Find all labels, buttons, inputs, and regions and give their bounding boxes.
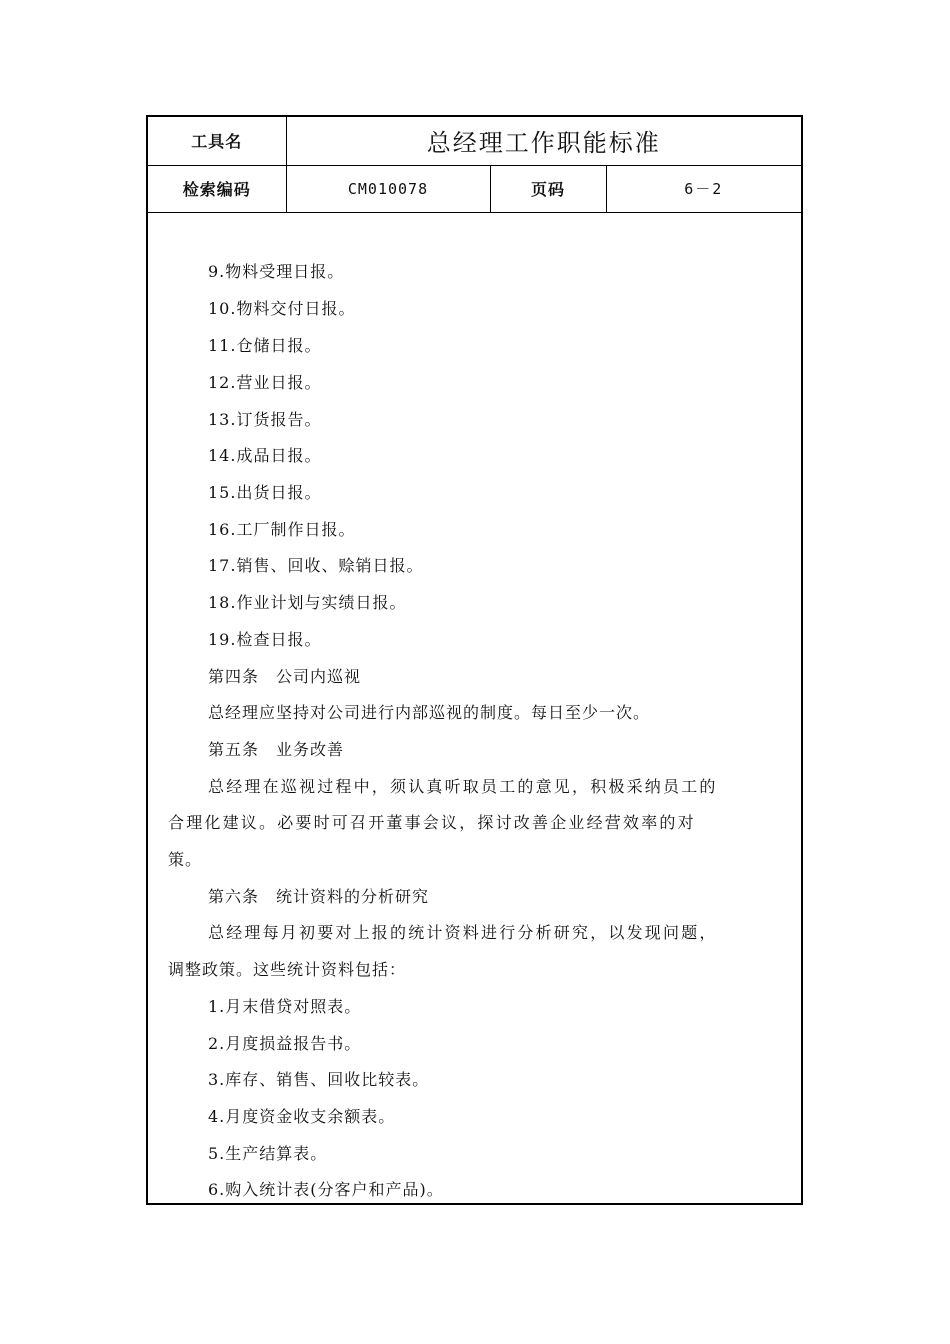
index-code-value: CM010078	[286, 165, 490, 212]
tool-name-label: 工具名	[148, 117, 286, 165]
paragraph-line: 调整政策。这些统计资料包括：	[168, 960, 407, 979]
list-item: 17.销售、回收、赊销日报。	[208, 556, 424, 575]
page-value: 6－2	[606, 165, 801, 212]
list-item: 19.检查日报。	[208, 630, 322, 649]
article-heading: 第六条 统计资料的分析研究	[208, 887, 430, 906]
paragraph-line: 合理化建议。必要时可召开董事会议，探讨改善企业经营效率的对	[168, 813, 696, 832]
paragraph-line: 总经理应坚持对公司进行内部巡视的制度。每日至少一次。	[208, 703, 651, 722]
paragraph-line: 总经理每月初要对上报的统计资料进行分析研究，以发现问题，	[208, 923, 718, 942]
header-row-index	[148, 165, 801, 212]
list-item: 11.仓储日报。	[208, 336, 322, 355]
list-item: 15.出货日报。	[208, 483, 322, 502]
paragraph-line: 策。	[168, 850, 203, 869]
paragraph-line: 总经理在巡视过程中，须认真听取员工的意见，积极采纳员工的	[208, 777, 718, 796]
list-item: 13.订货报告。	[208, 410, 322, 429]
list-item: 1.月末借贷对照表。	[208, 997, 362, 1016]
list-item: 5.生产结算表。	[208, 1144, 328, 1163]
document-title: 总经理工作职能标准	[286, 117, 801, 165]
list-item: 2.月度损益报告书。	[208, 1034, 362, 1053]
header-table	[148, 117, 801, 213]
list-item: 16.工厂制作日报。	[208, 520, 356, 539]
article-heading: 第四条 公司内巡视	[208, 667, 362, 686]
list-item: 18.作业计划与实绩日报。	[208, 593, 407, 612]
list-item: 9.物料受理日报。	[208, 262, 345, 281]
document-frame	[146, 115, 803, 1205]
list-item: 12.营业日报。	[208, 373, 322, 392]
list-item: 10.物料交付日报。	[208, 299, 356, 318]
index-code-label: 检索编码	[148, 165, 286, 212]
list-item: 4.月度资金收支余额表。	[208, 1107, 396, 1126]
page-label: 页码	[490, 165, 606, 212]
list-item: 6.购入统计表(分客户和产品)。	[208, 1180, 444, 1199]
header-row-title	[148, 117, 801, 165]
article-heading: 第五条 业务改善	[208, 740, 345, 759]
list-item: 14.成品日报。	[208, 446, 322, 465]
list-item: 3.库存、销售、回收比较表。	[208, 1070, 430, 1089]
